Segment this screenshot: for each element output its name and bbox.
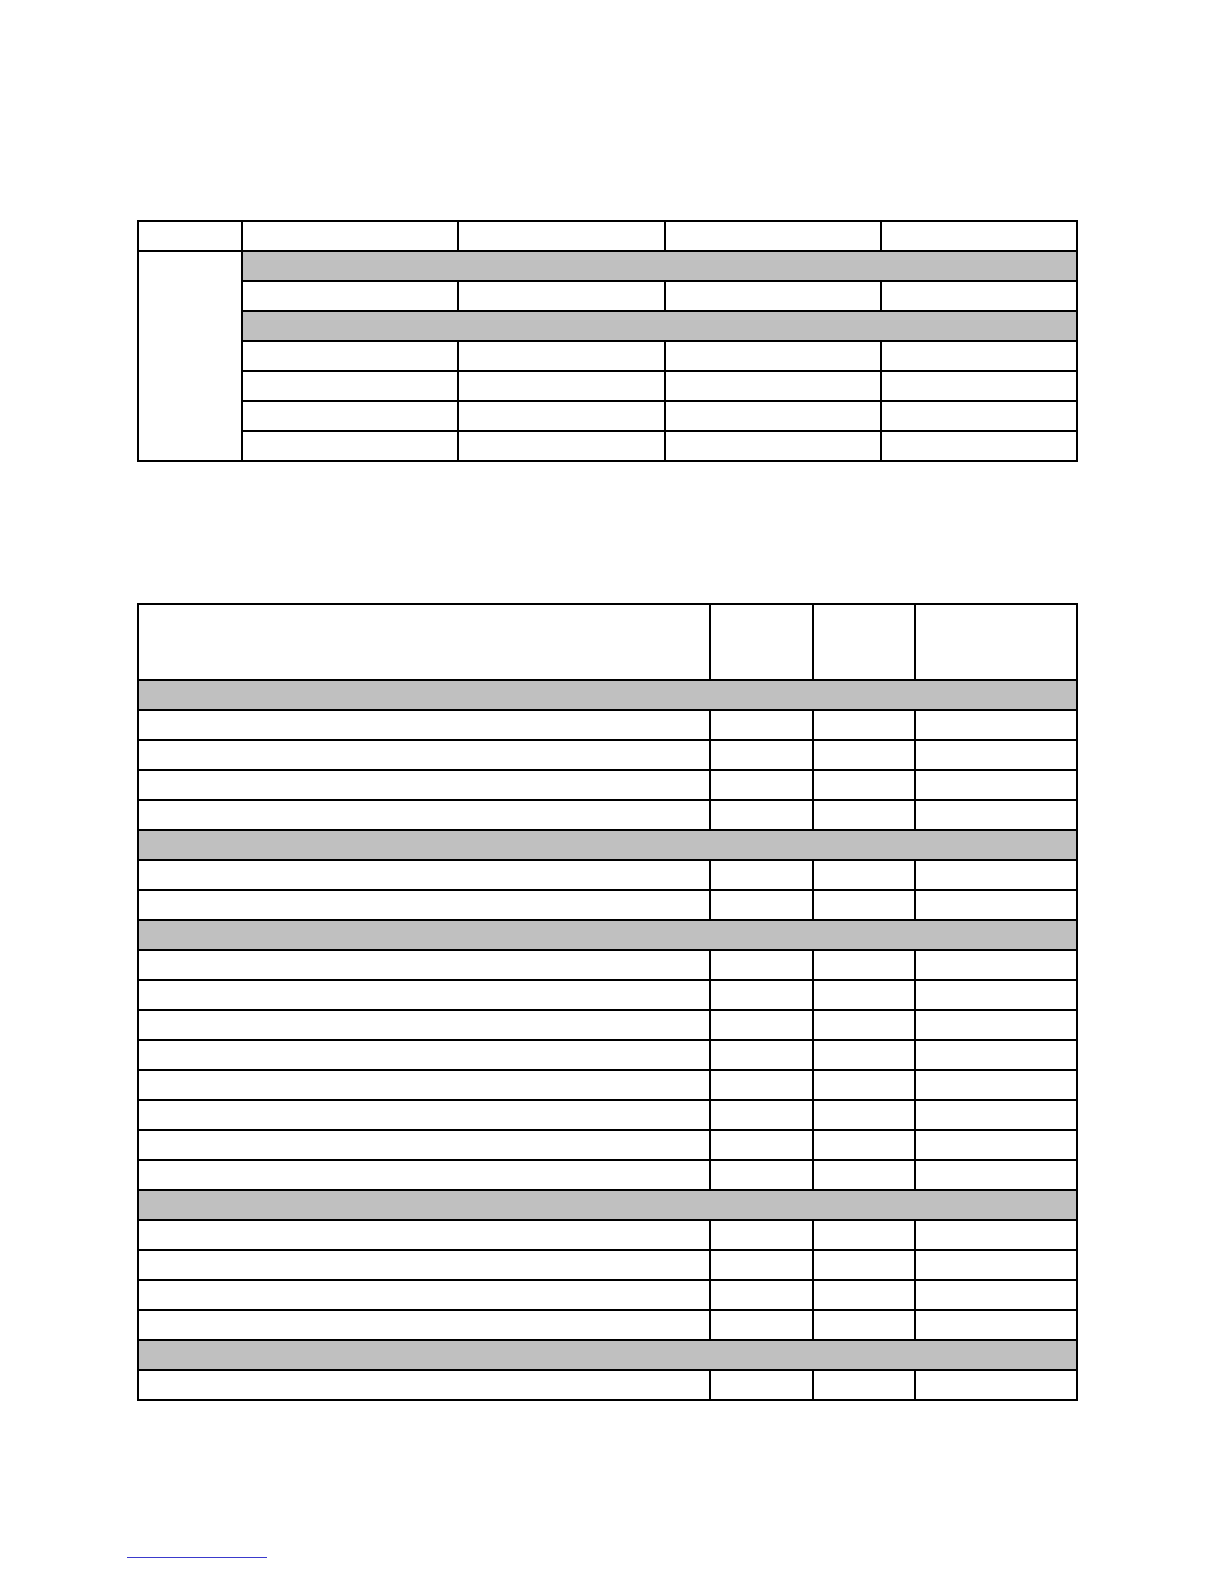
- section-row: [138, 680, 1077, 710]
- table-row: [138, 1010, 1077, 1040]
- section-row: [138, 830, 1077, 860]
- table-cell: [813, 1130, 915, 1160]
- header-cell: [242, 221, 458, 251]
- table-cell: [138, 740, 710, 770]
- table-cell: [242, 281, 458, 311]
- table-cell: [710, 890, 813, 920]
- table-cell: [881, 371, 1077, 401]
- table-cell: [242, 371, 458, 401]
- footnote-separator: [127, 1557, 267, 1558]
- table-2-body: [138, 604, 1077, 1400]
- table-cell: [710, 1370, 813, 1400]
- table-cell: [710, 1070, 813, 1100]
- table-cell: [710, 740, 813, 770]
- table-cell: [915, 1160, 1077, 1190]
- table-row: [138, 740, 1077, 770]
- table-cell: [915, 1010, 1077, 1040]
- header-cell: [458, 221, 665, 251]
- table-row: [138, 1280, 1077, 1310]
- table-row: [138, 1130, 1077, 1160]
- table-cell: [710, 1100, 813, 1130]
- table-header-row: [138, 221, 1077, 251]
- table-row: [138, 1100, 1077, 1130]
- table-cell: [881, 401, 1077, 431]
- table-cell: [138, 1130, 710, 1160]
- table-cell: [710, 710, 813, 740]
- table-cell: [458, 371, 665, 401]
- table-row: [138, 860, 1077, 890]
- table-cell: [813, 1280, 915, 1310]
- table-cell: [710, 1220, 813, 1250]
- table-2: [137, 603, 1078, 1401]
- table-cell: [710, 770, 813, 800]
- table-cell: [915, 1370, 1077, 1400]
- header-cell: [915, 604, 1077, 680]
- header-cell: [665, 221, 881, 251]
- table-cell: [242, 401, 458, 431]
- table-row: [138, 710, 1077, 740]
- table-row: [138, 800, 1077, 830]
- table-cell: [138, 1040, 710, 1070]
- table-cell: [138, 770, 710, 800]
- table-row: [138, 950, 1077, 980]
- table-cell: [881, 341, 1077, 371]
- table-cell: [915, 950, 1077, 980]
- section-cell: [138, 1190, 1077, 1220]
- table-cell: [710, 980, 813, 1010]
- section-cell: [242, 311, 1077, 341]
- table-cell: [813, 890, 915, 920]
- table-cell: [710, 950, 813, 980]
- table-cell: [138, 1160, 710, 1190]
- table-cell: [458, 431, 665, 461]
- table-row: [138, 401, 1077, 431]
- section-row: [138, 1340, 1077, 1370]
- table-cell: [710, 1130, 813, 1160]
- table-cell: [458, 341, 665, 371]
- table-cell: [138, 1370, 710, 1400]
- table-row: [138, 1040, 1077, 1070]
- table-1-body: [138, 221, 1077, 461]
- table-cell: [138, 860, 710, 890]
- table-cell: [458, 281, 665, 311]
- table-cell: [813, 1070, 915, 1100]
- section-cell: [242, 251, 1077, 281]
- table-cell: [915, 1310, 1077, 1340]
- table-cell: [915, 1100, 1077, 1130]
- table-cell: [665, 371, 881, 401]
- table-cell: [138, 1100, 710, 1130]
- table-cell: [915, 980, 1077, 1010]
- header-cell: [710, 604, 813, 680]
- table-row: [138, 371, 1077, 401]
- table-cell: [813, 1310, 915, 1340]
- section-row: [138, 1190, 1077, 1220]
- table-cell: [915, 710, 1077, 740]
- section-cell: [138, 830, 1077, 860]
- table-cell: [813, 1040, 915, 1070]
- table-row: [138, 431, 1077, 461]
- table-cell: [710, 860, 813, 890]
- table-cell: [710, 1250, 813, 1280]
- section-row: [138, 251, 1077, 281]
- table-row: [138, 890, 1077, 920]
- table-cell: [710, 1040, 813, 1070]
- table-cell: [138, 1010, 710, 1040]
- section-row: [138, 920, 1077, 950]
- table-cell: [915, 770, 1077, 800]
- table-cell: [710, 800, 813, 830]
- table-cell: [881, 281, 1077, 311]
- table-cell: [813, 1100, 915, 1130]
- table-cell: [915, 800, 1077, 830]
- table-cell: [813, 860, 915, 890]
- table-cell: [813, 1010, 915, 1040]
- header-cell: [881, 221, 1077, 251]
- table-cell: [915, 1040, 1077, 1070]
- table-row: [138, 1160, 1077, 1190]
- table-cell: [915, 1250, 1077, 1280]
- table-cell: [915, 890, 1077, 920]
- table-1: [137, 220, 1078, 462]
- table-cell: [813, 1160, 915, 1190]
- table-row: [138, 1250, 1077, 1280]
- table-cell: [138, 950, 710, 980]
- table-cell: [813, 950, 915, 980]
- table-cell: [138, 890, 710, 920]
- section-cell: [138, 920, 1077, 950]
- table-cell: [242, 341, 458, 371]
- section-row: [138, 311, 1077, 341]
- table-header-row: [138, 604, 1077, 680]
- table-row: [138, 1070, 1077, 1100]
- table-cell: [915, 1130, 1077, 1160]
- table-cell: [665, 431, 881, 461]
- table-cell: [915, 1280, 1077, 1310]
- table-cell: [813, 770, 915, 800]
- table-cell: [915, 740, 1077, 770]
- section-cell: [138, 1340, 1077, 1370]
- table-cell: [458, 401, 665, 431]
- table-cell: [138, 1250, 710, 1280]
- table-cell: [138, 980, 710, 1010]
- table-cell: [710, 1160, 813, 1190]
- table-cell: [813, 1250, 915, 1280]
- table-cell: [813, 980, 915, 1010]
- table-cell: [242, 431, 458, 461]
- table-cell: [665, 341, 881, 371]
- table-cell: [915, 1220, 1077, 1250]
- table-cell: [813, 1370, 915, 1400]
- table-cell: [813, 1220, 915, 1250]
- row-group-cell: [138, 251, 242, 461]
- table-cell: [665, 401, 881, 431]
- table-row: [138, 770, 1077, 800]
- table-cell: [138, 1280, 710, 1310]
- table-cell: [915, 860, 1077, 890]
- table-cell: [710, 1010, 813, 1040]
- table-cell: [915, 1070, 1077, 1100]
- header-cell: [138, 604, 710, 680]
- table-cell: [813, 710, 915, 740]
- table-row: [138, 1220, 1077, 1250]
- table-cell: [665, 281, 881, 311]
- header-cell: [813, 604, 915, 680]
- table-row: [138, 281, 1077, 311]
- table-row: [138, 980, 1077, 1010]
- table-cell: [813, 800, 915, 830]
- header-cell: [138, 221, 242, 251]
- table-cell: [138, 800, 710, 830]
- table-row: [138, 1370, 1077, 1400]
- section-cell: [138, 680, 1077, 710]
- table-row: [138, 1310, 1077, 1340]
- table-cell: [138, 710, 710, 740]
- table-row: [138, 341, 1077, 371]
- table-cell: [138, 1070, 710, 1100]
- table-cell: [138, 1220, 710, 1250]
- table-cell: [138, 1310, 710, 1340]
- table-cell: [881, 431, 1077, 461]
- table-cell: [813, 740, 915, 770]
- table-cell: [710, 1310, 813, 1340]
- table-cell: [710, 1280, 813, 1310]
